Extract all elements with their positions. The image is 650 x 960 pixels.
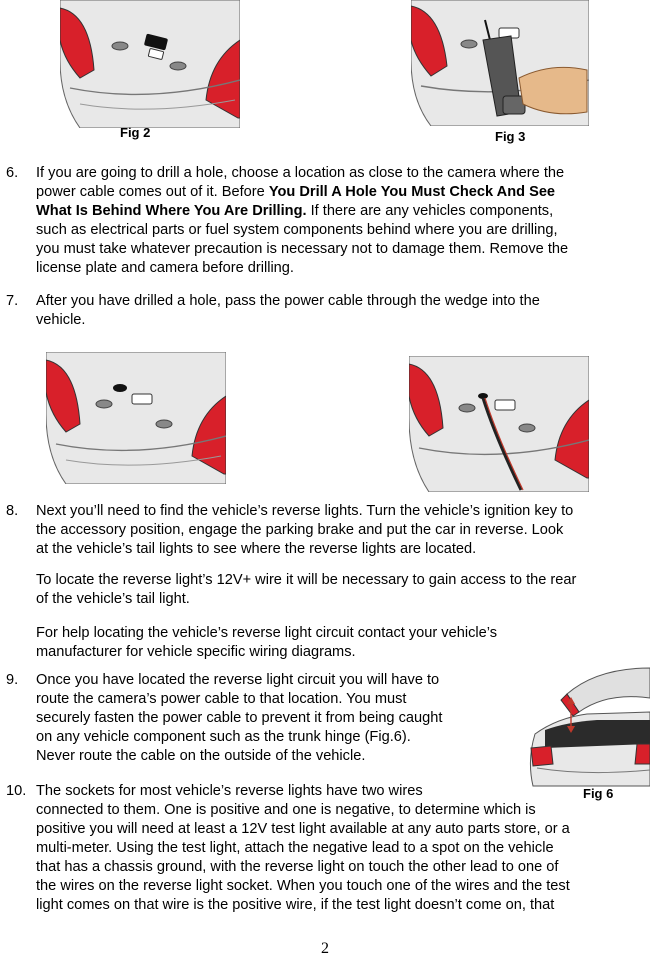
step-6-line: power cable comes out of it. Before You Drill A Hole You Must Check And See xyxy=(36,184,556,200)
step-9-line: on any vehicle component such as the trunk hinge (Fig.6). xyxy=(36,729,411,745)
step-7-line: vehicle. xyxy=(36,312,86,328)
step-8-line: at the vehicle’s tail lights to see where the reverse lights are located. xyxy=(36,541,477,557)
step-6-line: license plate and camera before drilling. xyxy=(36,260,294,276)
step-7-body xyxy=(36,292,540,330)
step-8-number: 8. xyxy=(6,503,19,519)
step-9-line: Once you have located the reverse light circuit you will have to xyxy=(36,672,440,688)
paragraph-line: manufacturer for vehicle specific wiring diagrams. xyxy=(36,644,356,660)
step-10-number: 10. xyxy=(6,783,27,799)
step-8-line: Next you’ll need to find the vehicle’s reverse lights. Turn the vehicle’s ignition key to xyxy=(36,503,574,519)
paragraph-line: To locate the reverse light’s 12V+ wire it will be necessary to gain access to the rear xyxy=(36,572,577,588)
fig4-illustration xyxy=(46,352,226,484)
page-number: 2 xyxy=(321,940,329,957)
paragraph-line: of the vehicle’s tail light. xyxy=(36,591,190,607)
fig6-caption: Fig 6 xyxy=(583,786,614,801)
step-9-body xyxy=(36,671,442,766)
fig3-illustration xyxy=(411,0,589,126)
step-10-line: that has a chassis ground, with the reverse light on touch the other lead to one of xyxy=(36,859,559,875)
step-10-line: light comes on that wire is the positive wire, if the test light doesn’t come on, that xyxy=(36,897,555,913)
fig6-illustration xyxy=(527,664,650,788)
step-10-body xyxy=(36,782,570,915)
fig5-illustration xyxy=(409,356,589,492)
step-9-line: Never route the cable on the outside of the vehicle. xyxy=(36,748,366,764)
step-7-number: 7. xyxy=(6,293,19,309)
fig3-caption: Fig 3 xyxy=(495,129,526,144)
step-6-body xyxy=(36,164,568,278)
step-7-line: After you have drilled a hole, pass the power cable through the wedge into the xyxy=(36,293,540,309)
step-6-line: such as electrical parts or fuel system components behind where you are drilling, xyxy=(36,222,558,238)
fig2-illustration xyxy=(60,0,240,128)
step-10-line: The sockets for most vehicle’s reverse lights have two wires xyxy=(36,783,423,799)
step-8-body xyxy=(36,502,573,559)
paragraph-help xyxy=(36,624,497,662)
paragraph-locate-wire xyxy=(36,571,576,609)
step-9-line: route the camera’s power cable to that location. You must xyxy=(36,691,407,707)
step-6-number: 6. xyxy=(6,165,19,181)
step-6-line: If you are going to drill a hole, choose a location as close to the camera where the xyxy=(36,165,565,181)
paragraph-line: For help locating the vehicle’s reverse light circuit contact your vehicle’s xyxy=(36,625,498,641)
step-10-line: the wires on the reverse light socket. When you touch one of the wires and the test xyxy=(36,878,570,894)
step-9-number: 9. xyxy=(6,672,19,688)
step-8-line: the accessory position, engage the parking brake and put the car in reverse. Look xyxy=(36,522,564,538)
step-6-line: What Is Behind Where You Are Drilling. If there are any vehicles components, xyxy=(36,203,554,219)
step-10-line: positive you will need at least a 12V test light available at any auto parts store, or a xyxy=(36,821,570,837)
step-10-line: multi-meter. Using the test light, attach the negative lead to a spot on the vehicle xyxy=(36,840,554,856)
step-6-line: you must take whatever precaution is necessary not to damage them. Remove the xyxy=(36,241,569,257)
step-10-line: connected to them. One is positive and one is negative, to determine which is xyxy=(36,802,536,818)
fig2-caption: Fig 2 xyxy=(120,125,151,140)
step-9-line: securely fasten the power cable to prevent it from being caught xyxy=(36,710,443,726)
